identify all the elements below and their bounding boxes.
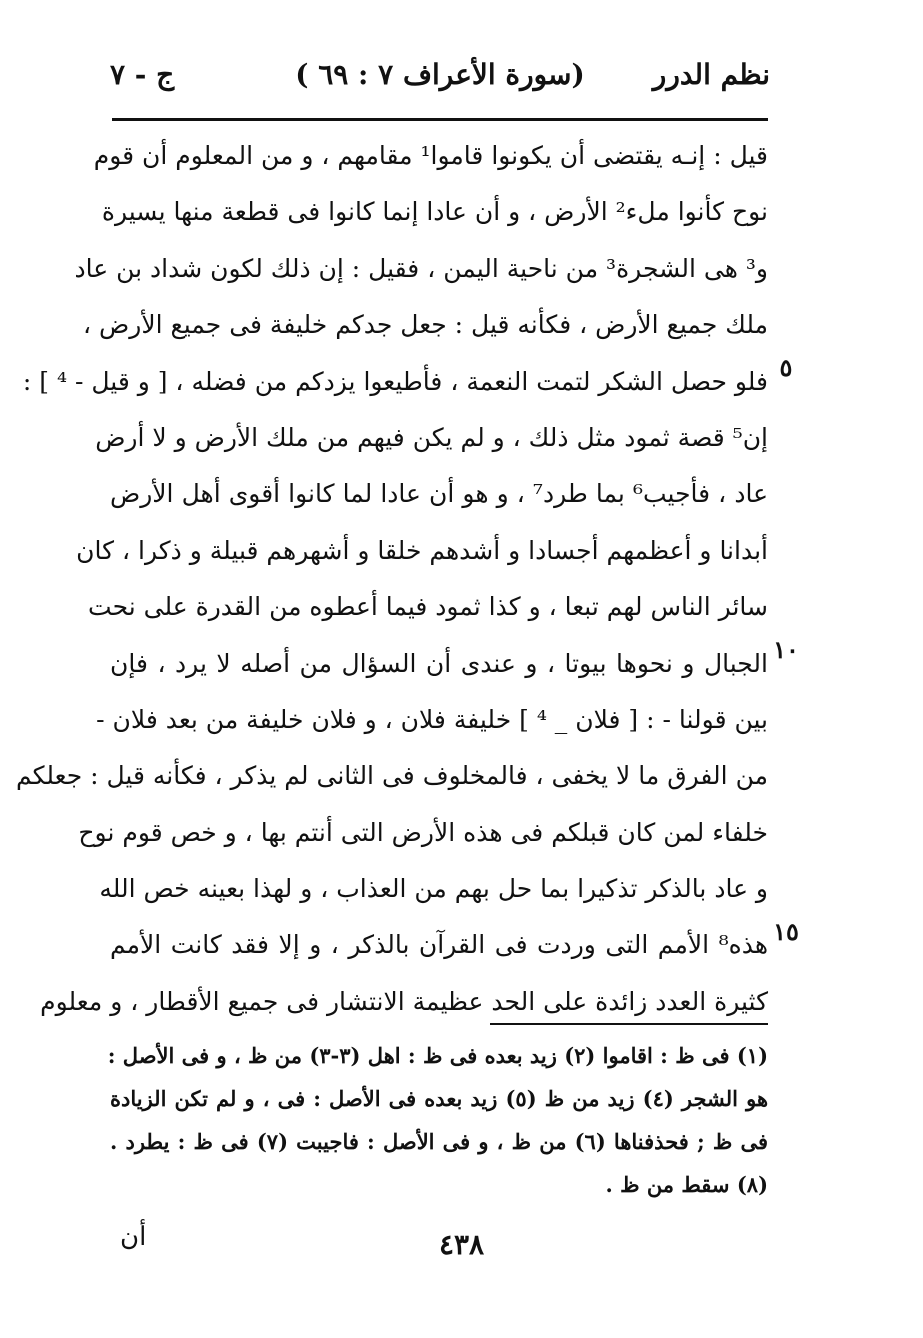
text-line: نوح كأنوا ملء² الأرض ، و أن عادا إنما كانوا فى قطعة منها يسيرة <box>101 197 768 227</box>
footnotes <box>107 1034 769 1206</box>
text-line: الجبال و نحوها بيوتا ، و عندى أن السؤال من أصله لا يرد ، فإن <box>110 648 768 678</box>
text-line: قيل : إنـه يقتضى أن يكونوا قاموا¹ مقامهم ، و من المعلوم أن قوم <box>93 141 768 170</box>
footnote-line: (٨) سقط من ظ . <box>605 1172 768 1197</box>
volume-number: ج - ٧ <box>110 58 175 91</box>
page-number: ٤٣٨ <box>438 1228 485 1261</box>
line-number-15: ١٥ <box>773 917 799 946</box>
text-line: سائر الناس لهم تبعا ، و كذا ثمود فيما أعطوه من القدرة على نحت <box>88 592 768 622</box>
footnote-line: هو الشجر (٤) زيد من ظ (٥) زيد بعده فى الأصل : فى ، و لم تكن الزيادة <box>110 1086 769 1111</box>
header-rule <box>112 118 768 121</box>
text-line: أبدانا و أعظمهم أجسادا و أشدهم خلقا و أشهرهم قبيلة و ذكرا ، كان <box>76 535 768 565</box>
running-header <box>110 50 770 110</box>
line-number-5: ٥ <box>779 353 793 382</box>
book-title: نظم الدرر <box>652 58 770 91</box>
text-line: كثيرة العدد زائدة على الحد عظيمة الانتشار فى جميع الأقطار ، و معلوم <box>40 986 768 1016</box>
footnote-rule <box>490 1023 768 1025</box>
text-line: خلفاء لمن كان قبلكم فى هذه الأرض التى أنتم بها ، و خص قوم نوح <box>78 817 768 847</box>
text-line: إن⁵ قصة ثمود مثل ذلك ، و لم يكن فيهم من ملك الأرض و لا أرض <box>95 422 768 452</box>
footnote-line: فى ظ ; فحذفناها (٦) من ظ ، و فى الأصل : فاجيبت (٧) فى ظ : يطرد . <box>110 1129 768 1154</box>
text-line: هذه⁸ الأمم التى وردت فى القرآن بالذكر ، و إلا فقد كانت الأمم <box>110 930 768 960</box>
text-line: من الفرق ما لا يخفى ، فالمخلوف فى الثانى لم يذكر ، فكأنه قيل : جعلكم <box>15 761 768 791</box>
text-line: عاد ، فأجيب⁶ بما طرد⁷ ، و هو أن عادا لما كانوا أقوى أهل الأرض <box>110 479 768 509</box>
line-number-10: ١٠ <box>773 635 799 664</box>
text-line: و³ هى الشجرة³ من ناحية اليمن ، فقيل : إن ذلك لكون شداد بن عاد <box>74 253 768 283</box>
text-line: فلو حصل الشكر لتمت النعمة ، فأطيعوا يزدكم من فضله ، [ و قيل - ⁴ ] : <box>22 366 768 396</box>
surah-reference: (سورة الأعراف ٧ : ٦٩ ) <box>295 58 585 91</box>
footnote-line: (١) فى ظ : اقاموا (٢) زيد بعده فى ظ : اهل (٣-٣) من ظ ، و فى الأصل : <box>107 1043 768 1068</box>
text-line: بين قولنا - : [ فلان _ ⁴ ] خليفة فلان ، و فلان خليفة من بعد فلان - <box>96 704 768 734</box>
text-line: و عاد بالذكر تذكيرا بما حل بهم من العذاب ، و لهذا بعينه خص الله <box>99 874 768 904</box>
text-line: ملك جميع الأرض ، فكأنه قيل : جعل جدكم خليفة فى جميع الأرض ، <box>83 310 768 340</box>
catchword: أن <box>120 1222 147 1252</box>
main-text <box>15 128 768 1030</box>
